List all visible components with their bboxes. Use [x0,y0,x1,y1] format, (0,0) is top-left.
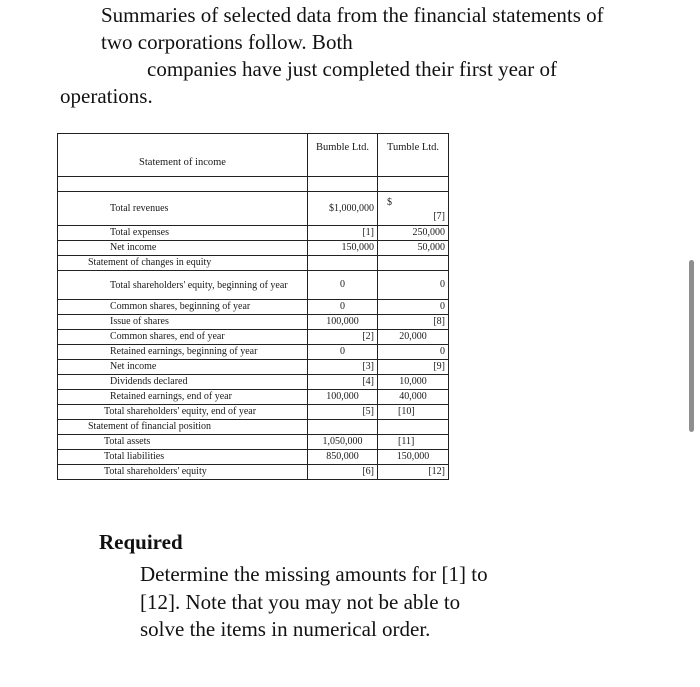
table-row [58,390,449,405]
table-row [58,271,449,300]
table-row [58,465,449,480]
tumble-value: 20,000 [378,330,449,345]
intro-line-3: companies have just completed their first year of [147,57,557,81]
section-changes-in-equity [58,256,449,271]
bumble-value: 0 [308,300,378,315]
table-row [58,330,449,345]
tumble-value: [12] [378,465,449,480]
currency-symbol: $ [387,197,392,208]
row-label: Dividends declared [58,375,308,390]
row-label: Total assets [58,435,308,450]
row-label: Total shareholders' equity, beginning of year [58,271,308,300]
tumble-value: 0 [378,345,449,360]
tumble-value: [10] [378,405,449,420]
tumble-value: 50,000 [378,241,449,256]
required-instructions: Determine the missing amounts for [1] to [12]. Note that you may not be able to solve the items in numerical order. [140,562,488,641]
row-label: Total revenues [58,192,308,226]
bumble-value: $1,000,000 [308,192,378,226]
table-row-total-revenues [58,192,449,226]
tumble-value: [8] [378,315,449,330]
intro-line-2: two corporations follow. Both [101,30,353,54]
table-header-row [58,134,449,177]
row-label: Common shares, beginning of year [58,300,308,315]
table-row-total-expenses [58,226,449,241]
bumble-value: 150,000 [308,241,378,256]
tumble-value: [9] [378,360,449,375]
row-label: Total shareholders' equity [58,465,308,480]
table-row [58,450,449,465]
row-label: Issue of shares [58,315,308,330]
tumble-value: 150,000 [378,450,449,465]
intro-line-4: operations. [60,84,153,108]
bumble-value: 0 [308,345,378,360]
table-row [58,360,449,375]
bumble-value: 0 [308,271,378,300]
bumble-value: [6] [308,465,378,480]
row-label: Total shareholders' equity, end of year [58,405,308,420]
bumble-value: [4] [308,375,378,390]
intro-line-1: Summaries of selected data from the financial statements of [101,3,604,27]
table-row [58,300,449,315]
row-label: Net income [58,360,308,375]
row-label: Retained earnings, beginning of year [58,345,308,360]
bumble-column-header: Bumble Ltd. [308,134,378,177]
financial-statements-table [57,133,449,480]
spacer-row [58,177,449,192]
required-heading: Required [99,530,183,554]
row-label: Common shares, end of year [58,330,308,345]
row-label: Total liabilities [58,450,308,465]
scrollbar[interactable] [689,260,694,432]
tumble-value: 0 [378,271,449,300]
table-row [58,405,449,420]
section-label: Statement of changes in equity [58,256,308,271]
tumble-value: 0 [378,300,449,315]
bumble-value: 100,000 [308,390,378,405]
statement-of-income-header: Statement of income [58,134,308,177]
bumble-value: [1] [308,226,378,241]
bumble-value: 100,000 [308,315,378,330]
tumble-column-header: Tumble Ltd. [378,134,449,177]
tumble-value: $ [7] [378,192,449,226]
table-row [58,375,449,390]
table-row [58,345,449,360]
row-label: Net income [58,241,308,256]
tumble-value: 10,000 [378,375,449,390]
row-label: Total expenses [58,226,308,241]
tumble-value: [11] [378,435,449,450]
table-row-net-income [58,241,449,256]
bumble-value: [2] [308,330,378,345]
tumble-value: 250,000 [378,226,449,241]
bumble-value: [3] [308,360,378,375]
section-label: Statement of financial position [58,420,308,435]
row-label: Retained earnings, end of year [58,390,308,405]
section-financial-position [58,420,449,435]
bumble-value: 850,000 [308,450,378,465]
bumble-value: 1,050,000 [308,435,378,450]
tumble-value: 40,000 [378,390,449,405]
table-row [58,315,449,330]
table-row [58,435,449,450]
bumble-value: [5] [308,405,378,420]
